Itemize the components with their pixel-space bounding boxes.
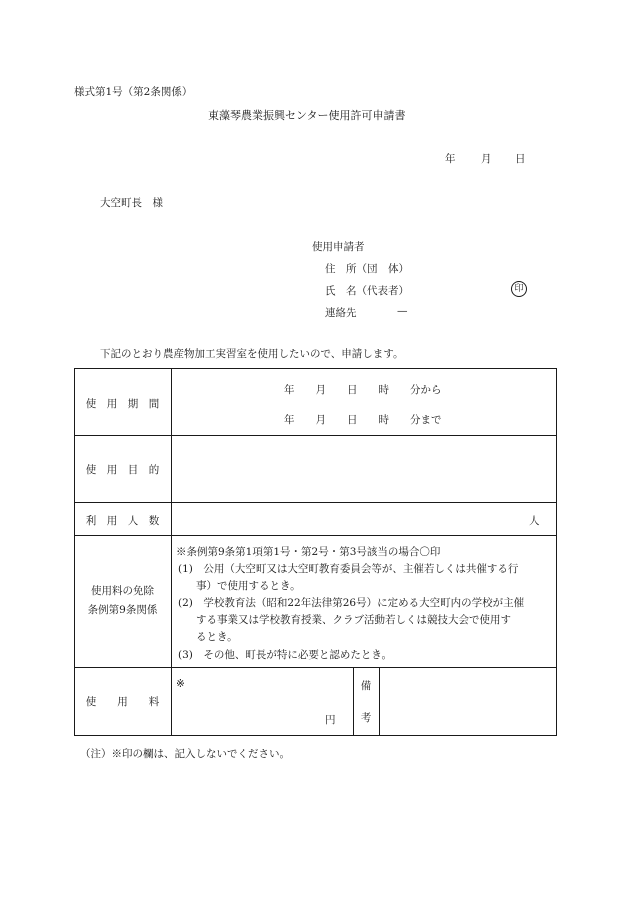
period-to: 年 月 日 時 分まで [284, 414, 442, 426]
fee-yen: 円 [325, 714, 336, 726]
row-divider [74, 502, 557, 503]
name-label: 氏 名（代表者） [325, 285, 409, 297]
row-divider [74, 667, 557, 668]
exemption-label-sub: 条例第9条関係 [87, 604, 158, 616]
fee-label: 使 用 料 [85, 696, 160, 708]
users-label: 利 用 人 数 [85, 515, 160, 527]
purpose-label: 使 用 目 的 [85, 464, 160, 476]
exemption-label: 使用料の免除 [91, 585, 154, 597]
row-divider [74, 535, 557, 536]
exemption-item-2: (2) 学校教育法（昭和22年法律第26号）に定める大空町内の学校が主催 [178, 597, 525, 609]
column-divider [171, 368, 172, 736]
date-month-label: 月 [481, 153, 492, 165]
application-table [74, 368, 557, 736]
contact-dash: — [397, 305, 408, 317]
period-label: 使 用 期 間 [85, 398, 160, 410]
table-border-left [74, 368, 75, 736]
addressee: 大空町長 様 [100, 197, 163, 209]
document-title: 東藻琴農業振興センター使用許可申請書 [208, 109, 406, 122]
exemption-item-3: (3) その他、町長が特に必要と認めたとき。 [178, 649, 392, 661]
remarks-label-2: 考 [360, 712, 372, 724]
fee-mark: ※ [176, 678, 185, 690]
table-border-top [74, 368, 557, 369]
address-label: 住 所（団 体） [325, 263, 409, 275]
exemption-item-1-cont: 事）で使用するとき。 [196, 580, 301, 592]
date-day-label: 日 [515, 153, 526, 165]
seal-mark-icon: 印 [511, 281, 527, 297]
applicant-heading: 使用申請者 [312, 241, 365, 253]
users-unit: 人 [529, 515, 540, 527]
column-divider [379, 667, 380, 736]
intro-text: 下記のとおり農産物加工実習室を使用したいので、申請します。 [100, 348, 404, 360]
footnote: （注）※印の欄は、記入しないでください。 [80, 748, 290, 760]
date-year-label: 年 [445, 153, 456, 165]
period-from: 年 月 日 時 分から [284, 384, 442, 396]
contact-label: 連絡先 [325, 307, 357, 319]
exemption-item-1: (1) 公用（大空町又は大空町教育委員会等が、主催若しくは共催する行 [178, 563, 519, 575]
form-number: 様式第1号（第2条関係） [74, 86, 193, 98]
table-border-right [556, 368, 557, 736]
table-border-bottom [74, 735, 557, 736]
row-divider [74, 435, 557, 436]
exemption-item-2-cont: する事業又は学校教育授業、クラブ活動若しくは競技大会で使用す [196, 614, 511, 626]
remarks-label: 備 [360, 680, 372, 692]
exemption-item-2-cont: るとき。 [196, 631, 238, 643]
exemption-header: ※条例第9条第1項第1号・第2号・第3号該当の場合〇印 [176, 546, 441, 558]
